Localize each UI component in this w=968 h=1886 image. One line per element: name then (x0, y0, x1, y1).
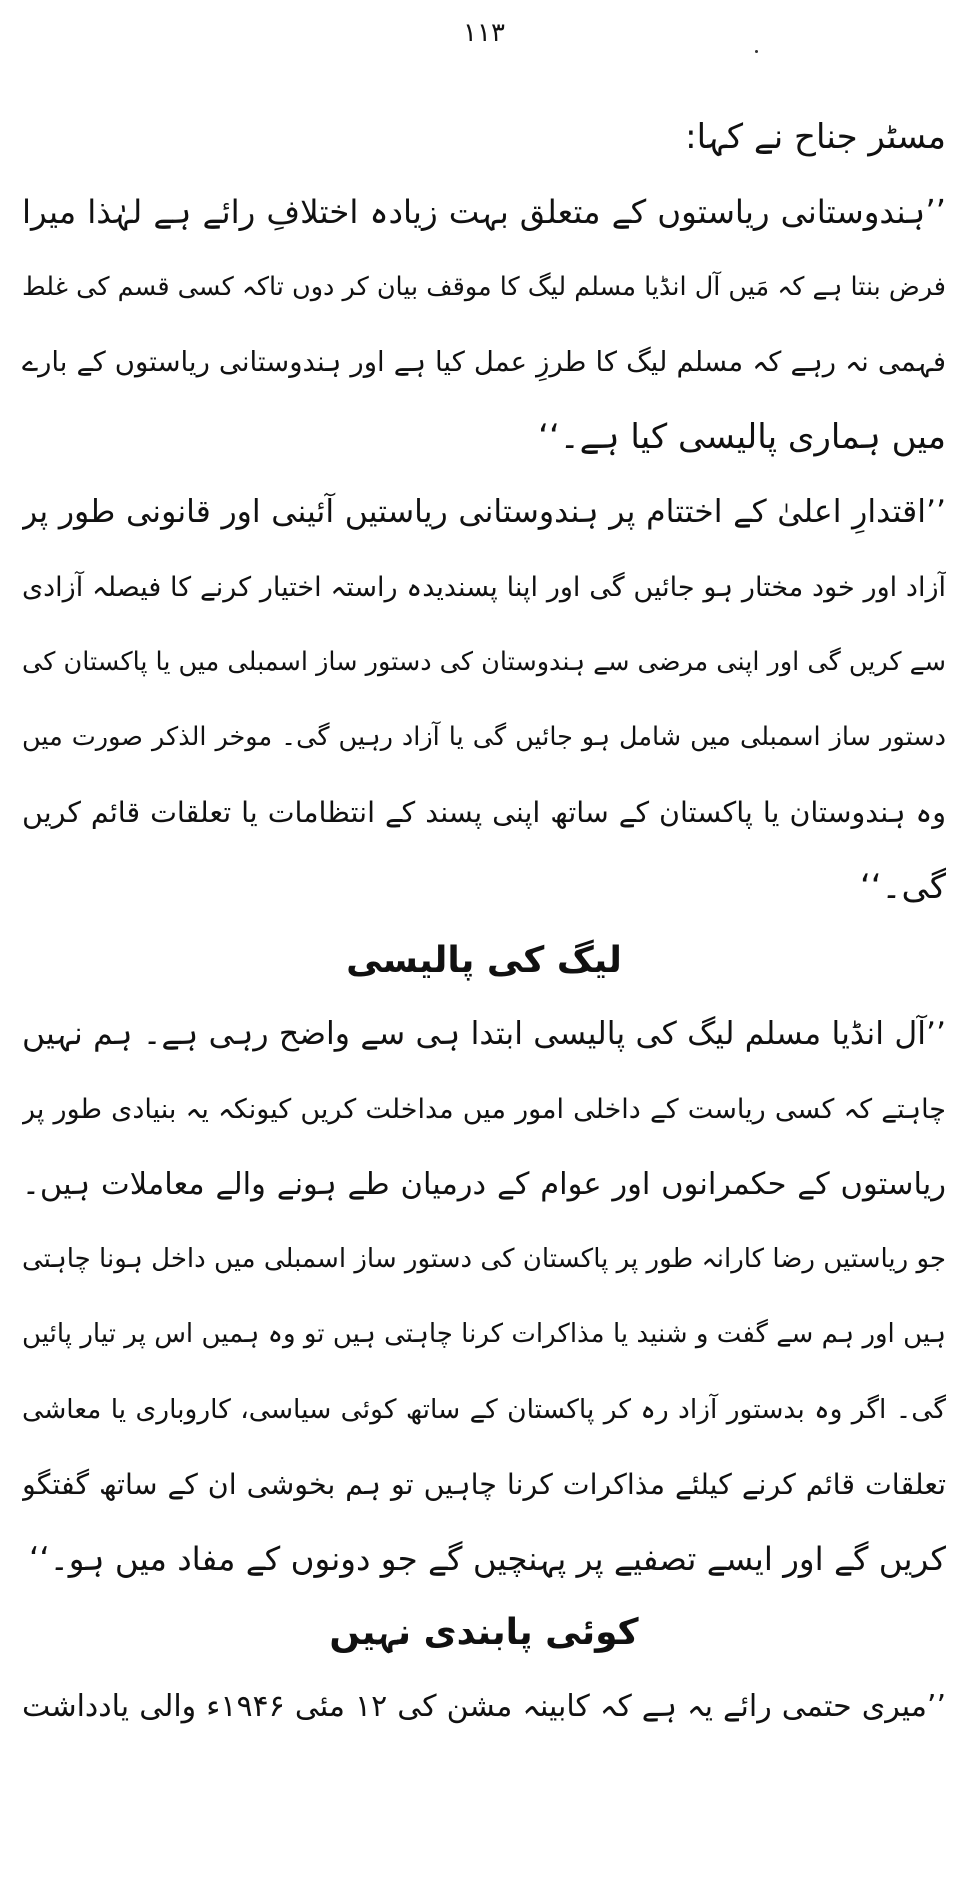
text-line: جو ریاستیں رضا کارانہ طور پر پاکستان کی دستور ساز اسمبلی میں داخل ہونا چاہتی (22, 1244, 946, 1274)
text-line: ہیں اور ہم سے گفت و شنید یا مذاکرات کرنا چاہتی ہیں تو وہ ہمیں اس پر تیار پائیں (22, 1319, 946, 1349)
text-line: ’’میری حتمی رائے یہ ہے کہ کابینہ مشن کی ۱۲ مئی ۱۹۴۶ء والی یادداشت (22, 1689, 946, 1724)
intro-line: مسٹر جناح نے کہا: (685, 117, 946, 157)
paragraph-2 (22, 475, 946, 925)
text-line: سے کریں گی اور اپنی مرضی سے ہندوستان کی دستور ساز اسمبلی میں یا پاکستان کی (22, 647, 946, 677)
page-number: ۱۱۳ (463, 18, 505, 48)
speck-mark (755, 50, 758, 53)
page-body (22, 100, 946, 1744)
section-heading-no-restriction: کوئی پابندی نہیں (329, 1612, 639, 1653)
text-line: گی۔‘‘ (859, 867, 946, 907)
text-line: ریاستوں کے حکمرانوں اور عوام کے درمیان طے ہونے والے معاملات ہیں۔ (22, 1167, 946, 1202)
text-line: فرض بنتا ہے کہ مَیں آل انڈیا مسلم لیگ کا موقف بیان کر دوں تاکہ کسی قسم کی غلط (22, 272, 946, 302)
text-line: وہ ہندوستان یا پاکستان کے ساتھ اپنی پسند کے انتظامات یا تعلقات قائم کریں (22, 796, 946, 829)
paragraph-1 (22, 175, 946, 475)
text-line: آزاد اور خود مختار ہو جائیں گی اور اپنا پسندیدہ راستہ اختیار کرنے کا فیصلہ آزادی (22, 572, 946, 603)
text-line: میں ہماری پالیسی کیا ہے۔‘‘ (538, 417, 946, 457)
text-line: فہمی نہ رہے کہ مسلم لیگ کا طرزِ عمل کیا ہے اور ہندوستانی ریاستوں کے بارے (22, 346, 946, 378)
section-heading-league-policy: لیگ کی پالیسی (346, 940, 622, 981)
text-line: ’’ہندوستانی ریاستوں کے متعلق بہت زیادہ اختلافِ رائے ہے لہٰذا میرا (22, 193, 946, 231)
text-line: تعلقات قائم کرنے کیلئے مذاکرات کرنا چاہیں تو ہم بخوشی ان کے ساتھ گفتگو (22, 1468, 946, 1501)
text-line: ’’آل انڈیا مسلم لیگ کی پالیسی ابتدا ہی سے واضح رہی ہے۔ ہم نہیں (22, 1016, 946, 1052)
text-line: گی۔ اگر وہ بدستور آزاد رہ کر پاکستان کے ساتھ کوئی سیاسی، کاروباری یا معاشی (22, 1394, 946, 1425)
paragraph-3 (22, 997, 946, 1597)
text-line: چاہتے کہ کسی ریاست کے داخلی امور میں مداخلت کریں کیونکہ یہ بنیادی طور پر (22, 1094, 946, 1125)
paragraph-4 (22, 1669, 946, 1744)
text-line: کریں گے اور ایسے تصفیے پر پہنچیں گے جو دونوں کے مفاد میں ہو۔‘‘ (29, 1540, 946, 1578)
text-line: ’’اقتدارِ اعلیٰ کے اختتام پر ہندوستانی ریاستیں آئینی اور قانونی طور پر (22, 494, 946, 530)
text-line: دستور ساز اسمبلی میں شامل ہو جائیں گی یا آزاد رہیں گی۔ موخر الذکر صورت میں (22, 722, 946, 752)
